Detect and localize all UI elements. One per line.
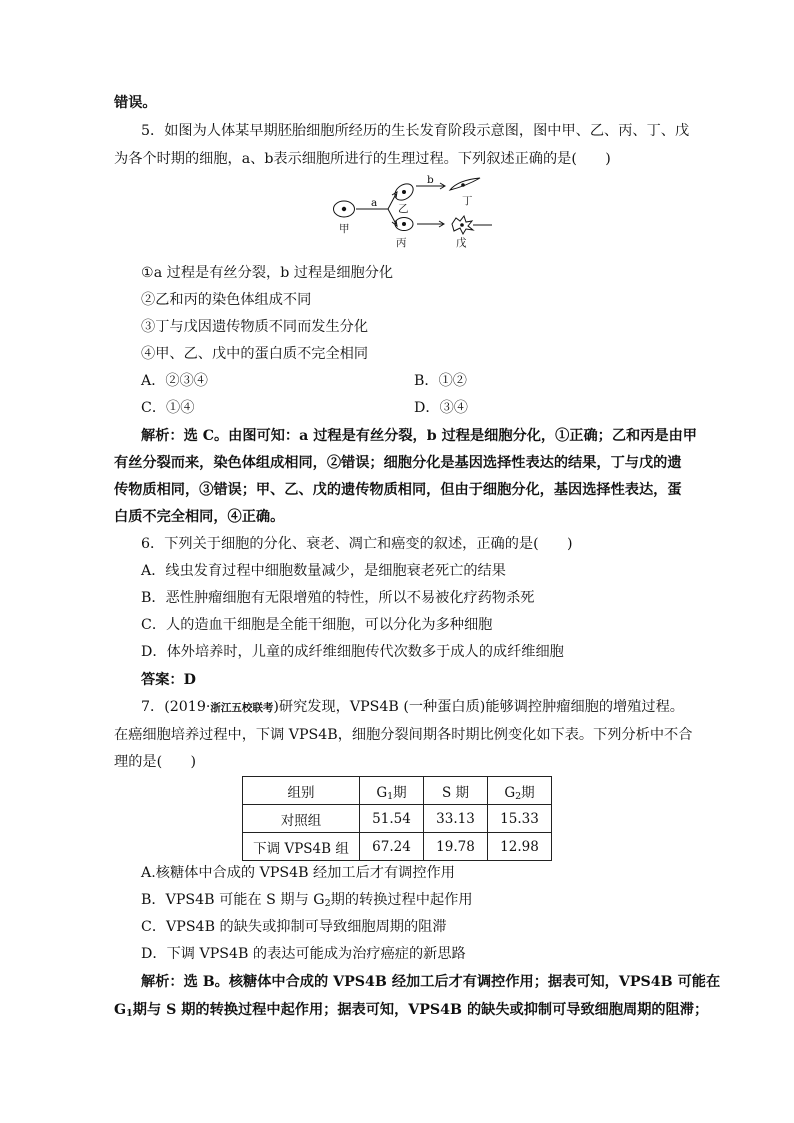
table-cell: 下调 VPS4B 组 <box>243 833 360 861</box>
q7-option-d: D．下调 VPS4B 的表达可能成为治疗癌症的新思路 <box>141 946 466 962</box>
q5-option-d: D．③④ <box>414 400 468 416</box>
q6-option-c: C．人的造血干细胞是全能干细胞，可以分化为多种细胞 <box>141 617 493 633</box>
q7-stem-line1 <box>141 696 684 719</box>
q7-option-c: C．VPS4B 的缺失或抑制可导致细胞周期的阻滞 <box>141 919 447 935</box>
table-row <box>243 805 552 833</box>
q5-stem-line2: 为各个时期的细胞，a、b表示细胞所进行的生理过程。下列叙述正确的是( ) <box>114 151 611 167</box>
table-cell: 19.78 <box>424 833 488 861</box>
table-cell: 对照组 <box>243 805 360 833</box>
cell-development-diagram <box>326 174 496 249</box>
q7-stem-line2: 在癌细胞培养过程中，下调 VPS4B，细胞分裂间期各时期比例变化如下表。下列分析中不合 <box>114 727 693 743</box>
q7-option-a: A.核糖体中合成的 VPS4B 经加工后才有调控作用 <box>141 865 455 881</box>
table-header-cell: $G_1$期 <box>360 777 424 805</box>
q5-analysis-line3: 传物质相同，③错误；甲、乙、戊的遗传物质相同，但由于细胞分化，基因选择性表达，蛋 <box>114 482 682 498</box>
label-ding: 丁 <box>462 195 473 207</box>
label-jia: 甲 <box>339 223 350 235</box>
q6-answer: 答案：D <box>141 672 196 688</box>
q5-analysis-line2: 有丝分裂而来，染色体组成相同，②错误；细胞分化是基因选择性表达的结果，丁与戊的遗 <box>114 455 682 471</box>
q7-option-b: B．VPS4B 可能在 S 期与 $G_2$期的转换过程中起作用 <box>141 892 473 909</box>
q7-source: 浙江五校联考 <box>210 702 274 714</box>
table-cell: 33.13 <box>424 805 488 833</box>
q7-analysis-line1: 解析：选 B。核糖体中合成的 VPS4B 经加工后才有调控作用；据表可知，VPS4B 可能在 <box>141 974 721 990</box>
q5-option-c: C．①④ <box>141 400 195 416</box>
q5-statement-2: ②乙和丙的染色体组成不同 <box>141 292 312 308</box>
q5-statement-4: ④甲、乙、戊中的蛋白质不完全相同 <box>141 346 369 362</box>
table-cell: 51.54 <box>360 805 424 833</box>
cell-cycle-table <box>242 776 552 861</box>
table-header-row <box>243 777 552 805</box>
label-bing: 丙 <box>396 237 407 249</box>
q5-option-b: B．①② <box>414 373 467 389</box>
table-header-cell: 组别 <box>243 777 360 805</box>
table-cell: 15.33 <box>488 805 552 833</box>
table-header-cell: $G_2$期 <box>488 777 552 805</box>
label-wu: 戊 <box>456 237 467 249</box>
q7-stem-suffix: )研究发现，VPS4B (一种蛋白质)能够调控肿瘤细胞的增殖过程。 <box>273 699 684 715</box>
q5-analysis-line4: 白质不完全相同，④正确。 <box>114 509 285 525</box>
table-row <box>243 833 552 861</box>
label-b: b <box>427 174 434 186</box>
q7-analysis-line2: $G_1$期与 S 期的转换过程中起作用；据表可知，VPS4B 的缺失或抑制可导致细胞周期的阻滞； <box>114 1002 709 1019</box>
q6-option-b: B．恶性肿瘤细胞有无限增殖的特性，所以不易被化疗药物杀死 <box>141 590 535 606</box>
q5-statement-3: ③丁与戊因遗传物质不同而发生分化 <box>141 319 369 335</box>
previous-analysis-tail: 错误。 <box>114 95 157 111</box>
q7-stem-line3: 理的是( ) <box>114 754 197 770</box>
table-cell: 67.24 <box>360 833 424 861</box>
q6-option-d: D．体外培养时，儿童的成纤维细胞传代次数多于成人的成纤维细胞 <box>141 644 564 660</box>
q5-option-a: A．②③④ <box>141 373 208 389</box>
q6-option-a: A．线虫发育过程中细胞数量减少，是细胞衰老死亡的结果 <box>141 563 506 579</box>
q6-stem: 6．下列关于细胞的分化、衰老、凋亡和癌变的叙述，正确的是( ) <box>141 536 573 552</box>
q7-stem-prefix: 7．(2019· <box>141 699 211 715</box>
label-yi: 乙 <box>398 203 409 215</box>
q5-stem-line1: 5．如图为人体某早期胚胎细胞所经历的生长发育阶段示意图，图中甲、乙、丙、丁、戊 <box>141 123 690 139</box>
q5-statement-1: ①a 过程是有丝分裂，b 过程是细胞分化 <box>141 265 394 281</box>
label-a: a <box>371 197 378 209</box>
q5-analysis-line1: 解析：选 C。由图可知：a 过程是有丝分裂，b 过程是细胞分化，①正确；乙和丙是由甲 <box>141 428 697 444</box>
table-cell: 12.98 <box>488 833 552 861</box>
table-header-cell: S 期 <box>424 777 488 805</box>
